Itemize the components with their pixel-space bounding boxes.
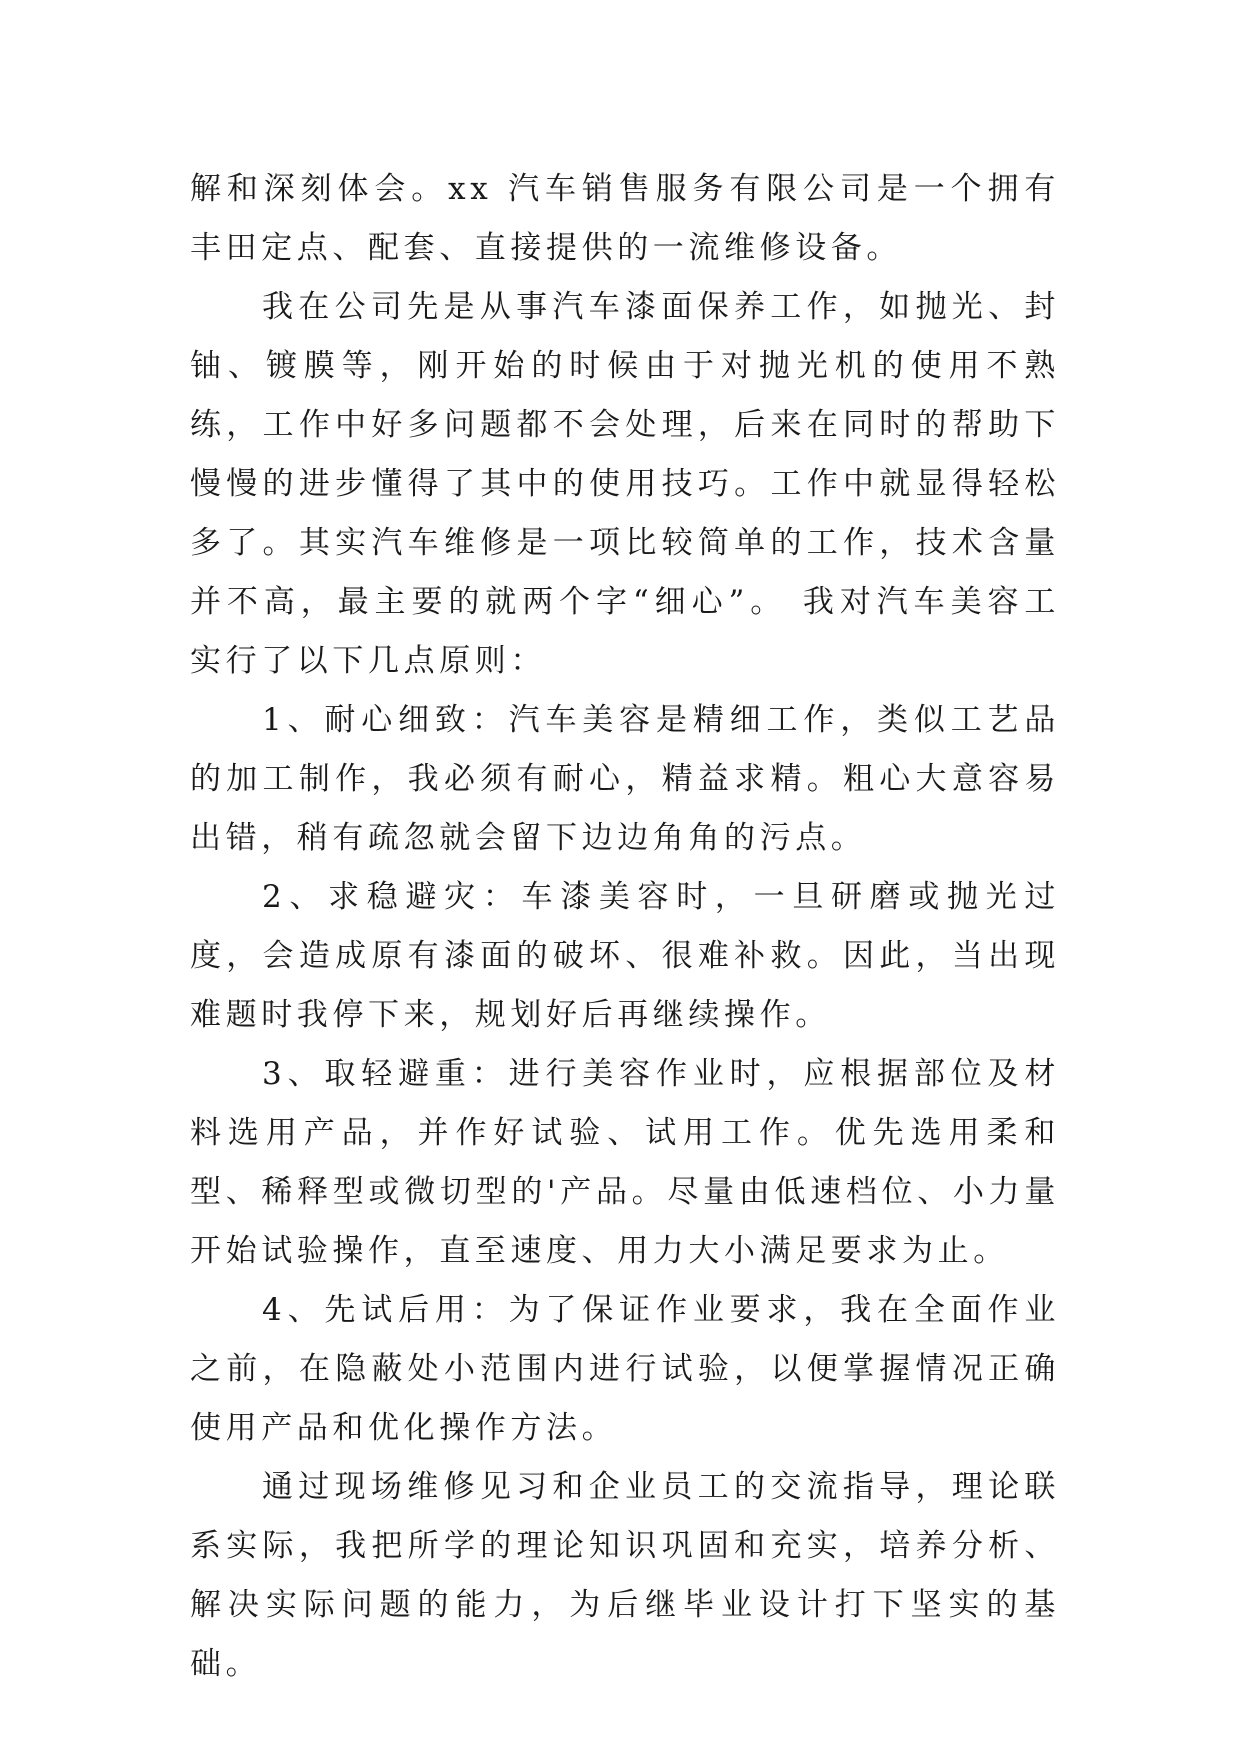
paragraph-3: 1、耐心细致：汽车美容是精细工作，类似工艺品的加工制作，我必须有耐心，精益求精。粗心大意容易出错，稍有疏忽就会留下边边角角的污点。 [190, 702, 1060, 856]
paragraph-6: 4、先试后用：为了保证作业要求，我在全面作业之前，在隐蔽处小范围内进行试验，以便掌握情况正确使用产品和优化操作方法。 [190, 1292, 1060, 1446]
paragraph-5: 3、取轻避重：进行美容作业时，应根据部位及材料选用产品，并作好试验、试用工作。优先选用柔和型、稀释型或微切型的'产品。尽量由低速档位、小力量开始试验操作，直至速度、用力大小满足要求为止。 [190, 1056, 1060, 1269]
paragraph-4: 2、求稳避灾：车漆美容时，一旦研磨或抛光过度，会造成原有漆面的破坏、很难补救。因此，当出现难题时我停下来，规划好后再继续操作。 [190, 879, 1060, 1033]
paragraph-2: 我在公司先是从事汽车漆面保养工作，如抛光、封铀、镀膜等，刚开始的时候由于对抛光机的使用不熟练，工作中好多问题都不会处理，后来在同时的帮助下慢慢的进步懂得了其中的使用技巧。工作中就显得轻松多了。其实汽车维修是一项比较简单的工作，技术含量并不高，最主要的就两个字“细心”。 我对汽车美容工实行了以下几点原则： [190, 289, 1060, 679]
body-text [190, 160, 1060, 1694]
paragraph-7: 通过现场维修见习和企业员工的交流指导，理论联系实际，我把所学的理论知识巩固和充实，培养分析、解决实际问题的能力，为后继毕业设计打下坚实的基础。 [190, 1469, 1060, 1682]
paragraph-1: 解和深刻体会。xx 汽车销售服务有限公司是一个拥有丰田定点、配套、直接提供的一流维修设备。 [190, 171, 1060, 266]
